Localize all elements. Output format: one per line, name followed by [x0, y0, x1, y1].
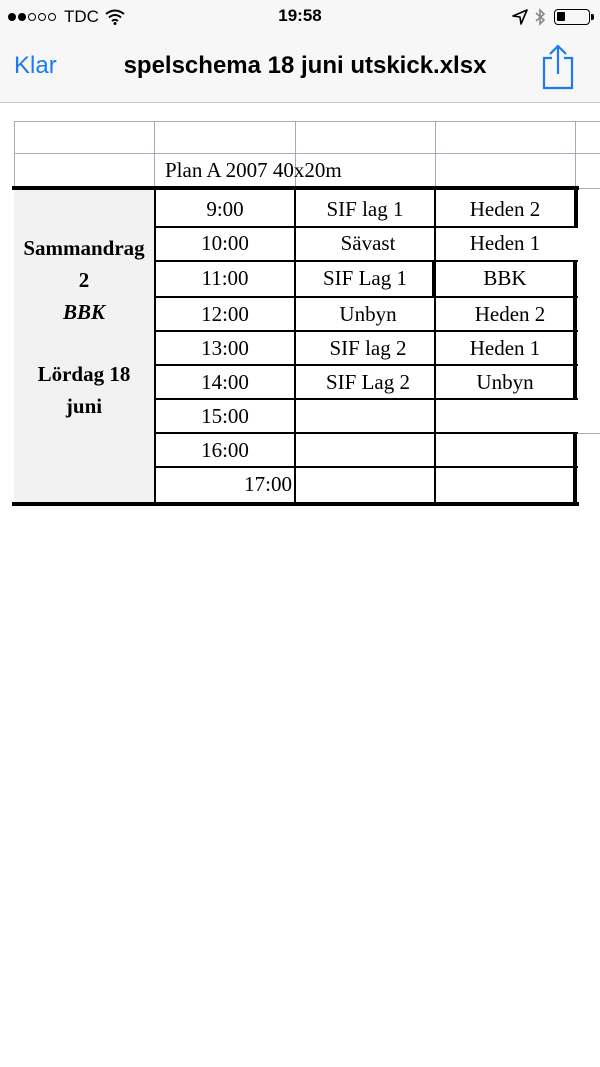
team2-cell	[436, 467, 574, 501]
team2-cell: Heden 2	[474, 302, 546, 326]
team2-cell	[436, 399, 574, 433]
time-cell: 12:00	[201, 302, 249, 326]
team1-cell: SIF lag 2	[329, 336, 407, 360]
label-line-2: 2	[78, 268, 90, 292]
team1-cell	[296, 399, 434, 433]
carrier-name: TDC	[64, 7, 99, 26]
team2-cell: BBK	[483, 266, 527, 290]
time-cell: 17:00	[244, 472, 292, 496]
label-line-4: Lördag 18	[37, 362, 131, 386]
team2-cell: Heden 1	[469, 231, 541, 255]
team2-cell: Heden 2	[469, 197, 541, 221]
team1-cell: Unbyn	[339, 302, 397, 326]
done-button[interactable]: Klar	[14, 52, 57, 79]
time-cell: 14:00	[201, 370, 249, 394]
team1-cell: SIF lag 1	[326, 197, 404, 221]
team1-cell: SIF Lag 2	[326, 370, 410, 394]
team1-cell	[296, 467, 434, 501]
label-line-1: Sammandrag	[23, 236, 145, 260]
team2-cell	[436, 433, 574, 467]
label-line-3: BBK	[62, 300, 106, 324]
team2-cell: Unbyn	[476, 370, 534, 394]
time-cell: 16:00	[201, 438, 249, 462]
team2-cell: Heden 1	[469, 336, 541, 360]
time-cell: 11:00	[201, 266, 249, 290]
team1-cell: SIF Lag 1	[323, 266, 407, 290]
team1-cell	[296, 433, 434, 467]
label-line-5: juni	[65, 394, 103, 418]
plan-header: Plan A 2007 40x20m	[165, 158, 342, 182]
time-cell: 15:00	[201, 404, 249, 428]
time-cell: 13:00	[201, 336, 249, 360]
team1-cell: Sävast	[340, 231, 396, 255]
status-time: 19:58	[278, 6, 322, 25]
document-title: spelschema 18 juni utskick.xlsx	[123, 52, 487, 79]
time-cell: 10:00	[201, 231, 249, 255]
time-cell: 9:00	[206, 197, 244, 221]
